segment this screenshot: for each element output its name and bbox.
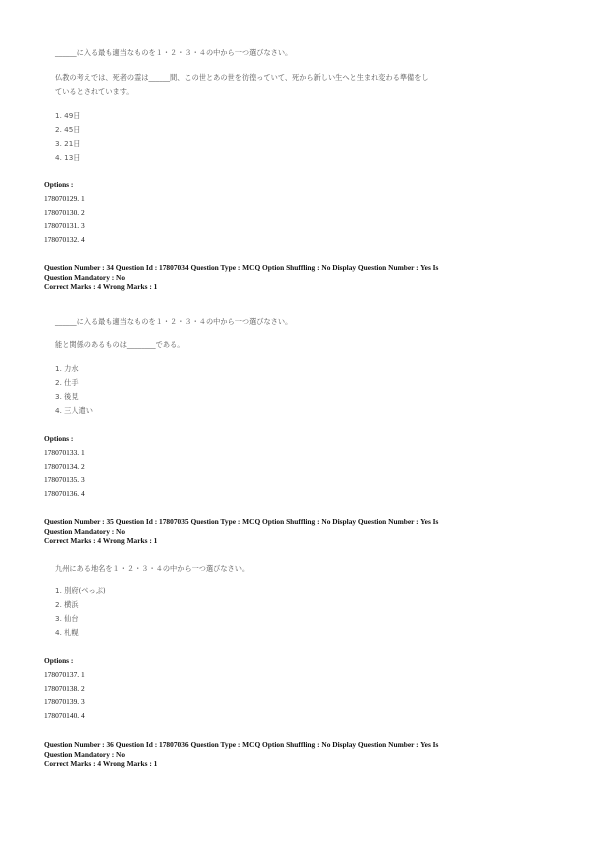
q35-meta xyxy=(44,517,438,546)
q34-stem: 能と関係のあるものは________である。 xyxy=(55,340,185,349)
q33-instruction: ______に入る最も適当なものを１・２・３・４の中から一つ選びなさい。 xyxy=(55,48,293,57)
q33-choice-2: 2. 45日 xyxy=(55,125,81,134)
q33-choice-1: 1. 49日 xyxy=(55,111,81,120)
q33-choice-4: 4. 13日 xyxy=(55,153,81,162)
q34-option-id-2: 178070134. 2 xyxy=(44,461,85,471)
q33-stem-line2: ているとされています。 xyxy=(55,87,134,96)
q34-meta-line1: Question Number : 34 Question Id : 17807034 Question Type : MCQ Option Shuffling : No Display Question Number : Yes Is xyxy=(44,263,439,272)
q35-stem: 九州にある地名を１・２・３・４の中から一つ選びなさい。 xyxy=(55,564,250,573)
q33-options-label: Options : xyxy=(44,180,74,189)
q36-meta-line2: Question Mandatory : No xyxy=(44,749,126,759)
q33-stem-line1: 仏教の考えでは、死者の霊は______間、この世とあの世を彷徨っていて、死から新しい生へと生まれ変わる準備をし xyxy=(55,73,429,82)
q35-meta-line3: Correct Marks : 4 Wrong Marks : 1 xyxy=(44,536,158,545)
q36-meta-line1: Question Number : 36 Question Id : 17807036 Question Type : MCQ Option Shuffling : No Display Question Number : Yes Is xyxy=(44,740,439,749)
q35-choice-4: 4. 札幌 xyxy=(55,628,79,637)
q35-option-id-2: 178070138. 2 xyxy=(44,683,85,693)
q34-option-id-4: 178070136. 4 xyxy=(44,488,85,498)
q35-option-id-3: 178070139. 3 xyxy=(44,697,85,706)
q34-choice-1: 1. 力水 xyxy=(55,364,79,373)
q35-option-id-1: 178070137. 1 xyxy=(44,670,85,679)
q35-meta-line1: Question Number : 35 Question Id : 17807035 Question Type : MCQ Option Shuffling : No Display Question Number : Yes Is xyxy=(44,517,439,526)
q34-instruction: ______に入る最も適当なものを１・２・３・４の中から一つ選びなさい。 xyxy=(55,317,293,326)
q33-option-id-1: 178070129. 1 xyxy=(44,194,85,203)
q34-option-ids xyxy=(44,446,85,500)
q35-choice-3: 3. 仙台 xyxy=(55,614,79,623)
q34-meta-line3: Correct Marks : 4 Wrong Marks : 1 xyxy=(44,282,158,291)
q34-meta xyxy=(44,263,438,292)
q34-choice-4: 4. 三人遣い xyxy=(55,406,93,415)
q33-option-ids xyxy=(44,192,85,246)
q36-meta xyxy=(44,740,438,769)
q33-option-id-2: 178070130. 2 xyxy=(44,207,85,217)
q33-choices xyxy=(55,109,80,165)
q34-choice-3: 3. 後見 xyxy=(55,392,79,401)
q35-options-label: Options : xyxy=(44,656,74,665)
q33-option-id-4: 178070132. 4 xyxy=(44,234,85,244)
q35-option-ids xyxy=(44,668,85,722)
q35-choice-1: 1. 別府(べっぷ) xyxy=(55,586,106,595)
q34-meta-line2: Question Mandatory : No xyxy=(44,272,126,282)
q33-choice-3: 3. 21日 xyxy=(55,139,81,148)
q35-choices xyxy=(55,584,106,640)
q33-option-id-3: 178070131. 3 xyxy=(44,221,85,230)
q34-options-label: Options : xyxy=(44,434,74,443)
q34-choices xyxy=(55,362,93,418)
q35-meta-line2: Question Mandatory : No xyxy=(44,526,126,536)
q35-option-id-4: 178070140. 4 xyxy=(44,710,85,720)
q34-option-id-3: 178070135. 3 xyxy=(44,475,85,484)
q35-choice-2: 2. 横浜 xyxy=(55,600,79,609)
q34-choice-2: 2. 仕手 xyxy=(55,378,79,387)
q36-meta-line3: Correct Marks : 4 Wrong Marks : 1 xyxy=(44,759,158,768)
q34-option-id-1: 178070133. 1 xyxy=(44,448,85,457)
